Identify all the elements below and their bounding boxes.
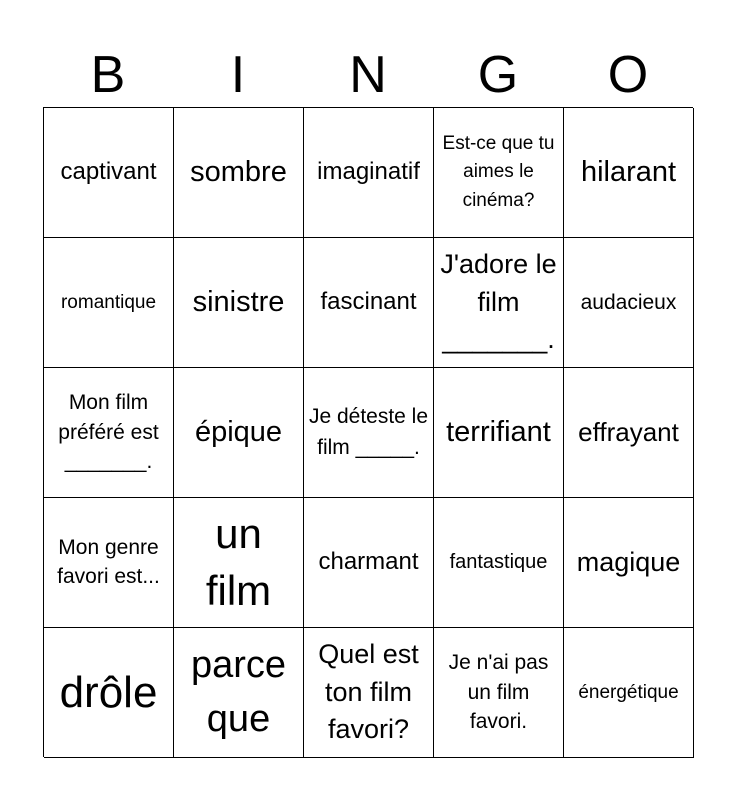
cell-text: romantique: [60, 291, 157, 313]
bingo-cell[interactable]: [564, 368, 694, 498]
cell-text: Mon film préféré est _______.: [58, 391, 159, 474]
bingo-cell[interactable]: [434, 368, 564, 498]
cell-text: épique: [194, 416, 283, 449]
cell-text: sinistre: [192, 286, 285, 319]
header-letter-i: I: [230, 46, 246, 104]
cell-text: sombre: [190, 156, 287, 189]
bingo-cell[interactable]: [564, 498, 694, 628]
bingo-cell[interactable]: [564, 108, 694, 238]
bingo-cell[interactable]: [304, 238, 434, 368]
bingo-cell[interactable]: [434, 498, 564, 628]
cell-text: fascinant: [320, 288, 417, 316]
bingo-cell[interactable]: [174, 368, 304, 498]
bingo-cell[interactable]: [304, 108, 434, 238]
bingo-cell[interactable]: [304, 628, 434, 758]
cell-text: parce que: [190, 644, 287, 740]
header-letter-g: G: [477, 46, 519, 104]
cell-text: audacieux: [580, 290, 677, 314]
bingo-cell[interactable]: [174, 498, 304, 628]
cell-text: Je n'ai pas un film favori.: [448, 651, 549, 734]
bingo-cell[interactable]: [434, 628, 564, 758]
bingo-cell[interactable]: [44, 498, 174, 628]
cell-text: Mon genre favori est...: [57, 536, 160, 588]
cell-text: hilarant: [580, 156, 677, 189]
cell-text: fantastique: [449, 551, 548, 573]
cell-text: Est-ce que tu aimes le cinéma?: [442, 132, 555, 211]
header-letter-n: N: [349, 46, 387, 104]
cell-text: drôle: [59, 667, 158, 717]
cell-text: Quel est ton film favori?: [318, 638, 419, 745]
bingo-cell[interactable]: [44, 628, 174, 758]
bingo-cell[interactable]: [174, 628, 304, 758]
cell-text: charmant: [318, 548, 419, 576]
cell-text: Je déteste le film _____.: [308, 405, 429, 459]
bingo-cell[interactable]: [44, 238, 174, 368]
bingo-cell[interactable]: [564, 628, 694, 758]
header-letter-b: B: [90, 46, 126, 104]
cell-text: un film: [205, 509, 272, 614]
bingo-cell[interactable]: [174, 238, 304, 368]
bingo-cell[interactable]: [434, 238, 564, 368]
bingo-cell[interactable]: [174, 108, 304, 238]
cell-text: captivant: [60, 158, 157, 186]
header-letter-o: O: [607, 46, 649, 104]
bingo-cell[interactable]: [564, 238, 694, 368]
bingo-board: [43, 107, 693, 757]
cell-text: J'adore le film _______.: [440, 248, 557, 355]
bingo-header: [43, 44, 693, 106]
bingo-cell[interactable]: [44, 368, 174, 498]
cell-text: magique: [576, 546, 681, 577]
cell-text: terrifiant: [446, 416, 551, 449]
bingo-cell[interactable]: [434, 108, 564, 238]
bingo-cell[interactable]: [304, 368, 434, 498]
bingo-cell[interactable]: [304, 498, 434, 628]
cell-text: effrayant: [578, 416, 679, 447]
bingo-cell[interactable]: [44, 108, 174, 238]
cell-text: imaginatif: [317, 158, 420, 186]
cell-text: énergétique: [578, 681, 679, 703]
